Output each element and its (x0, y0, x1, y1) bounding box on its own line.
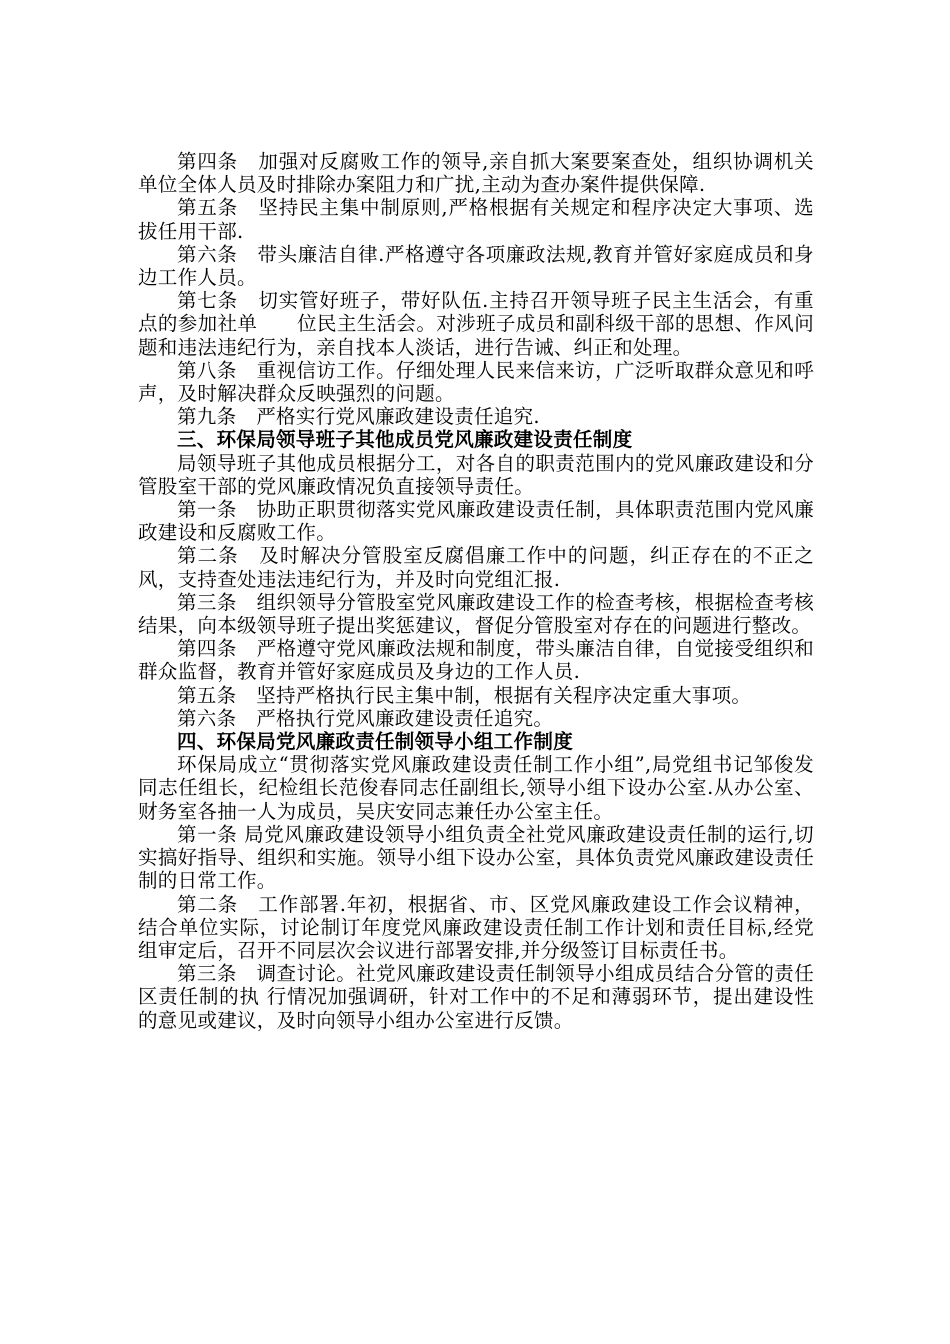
paragraph: 第二条 及时解决分管股室反腐倡廉工作中的问题，纠正存在的不正之风，支持查处违法违纪行为，并及时向党组汇报. (138, 544, 814, 591)
section-heading: 三、环保局领导班子其他成员党风廉政建设责任制度 (177, 428, 633, 452)
paragraph: 第四条 严格遵守党风廉政法规和制度，带头廉洁自律，自觉接受组织和群众监督，教育并管好家庭成员及身边的工作人员. (138, 637, 814, 684)
paragraph: 第六条 带头廉洁自律.严格遵守各项廉政法规,教育并管好家庭成员和身边工作人员。 (138, 242, 814, 290)
paragraph: 第四条 加强对反腐败工作的领导,亲自抓大案要案查处，组织协调机关单位全体人员及时排除办案阻力和广扰,主动为查办案件提供保障. (138, 150, 814, 197)
paragraph: 第六条 严格执行党风廉政建设责任追究。 (177, 706, 554, 730)
paragraph: 第九条 严格实行党风廉政建设责任追究. (177, 405, 540, 429)
paragraph: 第一条 局党风廉政建设领导小组负责全社党风廉政建设责任制的运行,切实搞好指导、组织和实施。领导小组下设办公室，具体负责党风廉政建设责任制的日常工作。 (138, 822, 814, 893)
paragraph: 第二条 工作部署.年初，根据省、市、区党风廉政建设工作会议精神，结合单位实际，讨论制订年度党风廉政建设责任制工作计划和责任目标,经党组审定后，召开不同层次会议进行部署安排,并分级签订目标责任书。 (138, 892, 814, 962)
paragraph: 第七条 切实管好班子，带好队伍.主持召开领导班子民主生活会，有重点的参加社单 位民主生活会。对涉班子成员和副科级干部的思想、作风问题和违法违纪行为，亲自找本人淡话，进行告诫、纠正和处理。 (138, 289, 814, 359)
section-heading: 四、环保局党风廉政责任制领导小组工作制度 (177, 730, 574, 754)
paragraph: 第五条 坚持民主集中制原则,严格根据有关规定和程序决定大事项、选拔任用干部. (138, 196, 814, 243)
paragraph: 第三条 调查讨论。社党风廉政建设责任制领导小组成员结合分管的责任区责任制的执 行情况加强调研，针对工作中的不足和薄弱环节，提出建设性的意见或建议，及时向领导小组办公室进行反馈。 (138, 962, 814, 1032)
document-page (138, 150, 814, 1032)
paragraph: 第三条 组织领导分管股室党风廉政建设工作的检查考核，根据检查考核结果，向本级领导班子提出奖惩建议，督促分管股室对存在的问题进行整改。 (138, 590, 814, 638)
paragraph: 环保局成立“贯彻落实党风廉政建设责任制工作小组”,局党组书记邹俊发同志任组长，纪检组长范俊春同志任副组长,领导小组下设办公室.从办公室、财务室各抽一人为成员，吴庆安同志兼任办公室主任。 (138, 753, 814, 823)
paragraph: 局领导班子其他成员根据分工，对各自的职责范围内的党风廉政建设和分管股室干部的党风廉政情况负直接领导责任。 (138, 451, 814, 498)
paragraph: 第一条 协助正职贯彻落实党风廉政建设责任制，具体职责范围内党风廉政建设和反腐败工作。 (138, 498, 814, 545)
paragraph: 第八条 重视信访工作。仔细处理人民来信来访，广泛听取群众意见和呼声，及时解决群众反映强烈的问题。 (138, 358, 814, 406)
paragraph: 第五条 坚持严格执行民主集中制，根据有关程序决定重大事项。 (177, 683, 752, 707)
